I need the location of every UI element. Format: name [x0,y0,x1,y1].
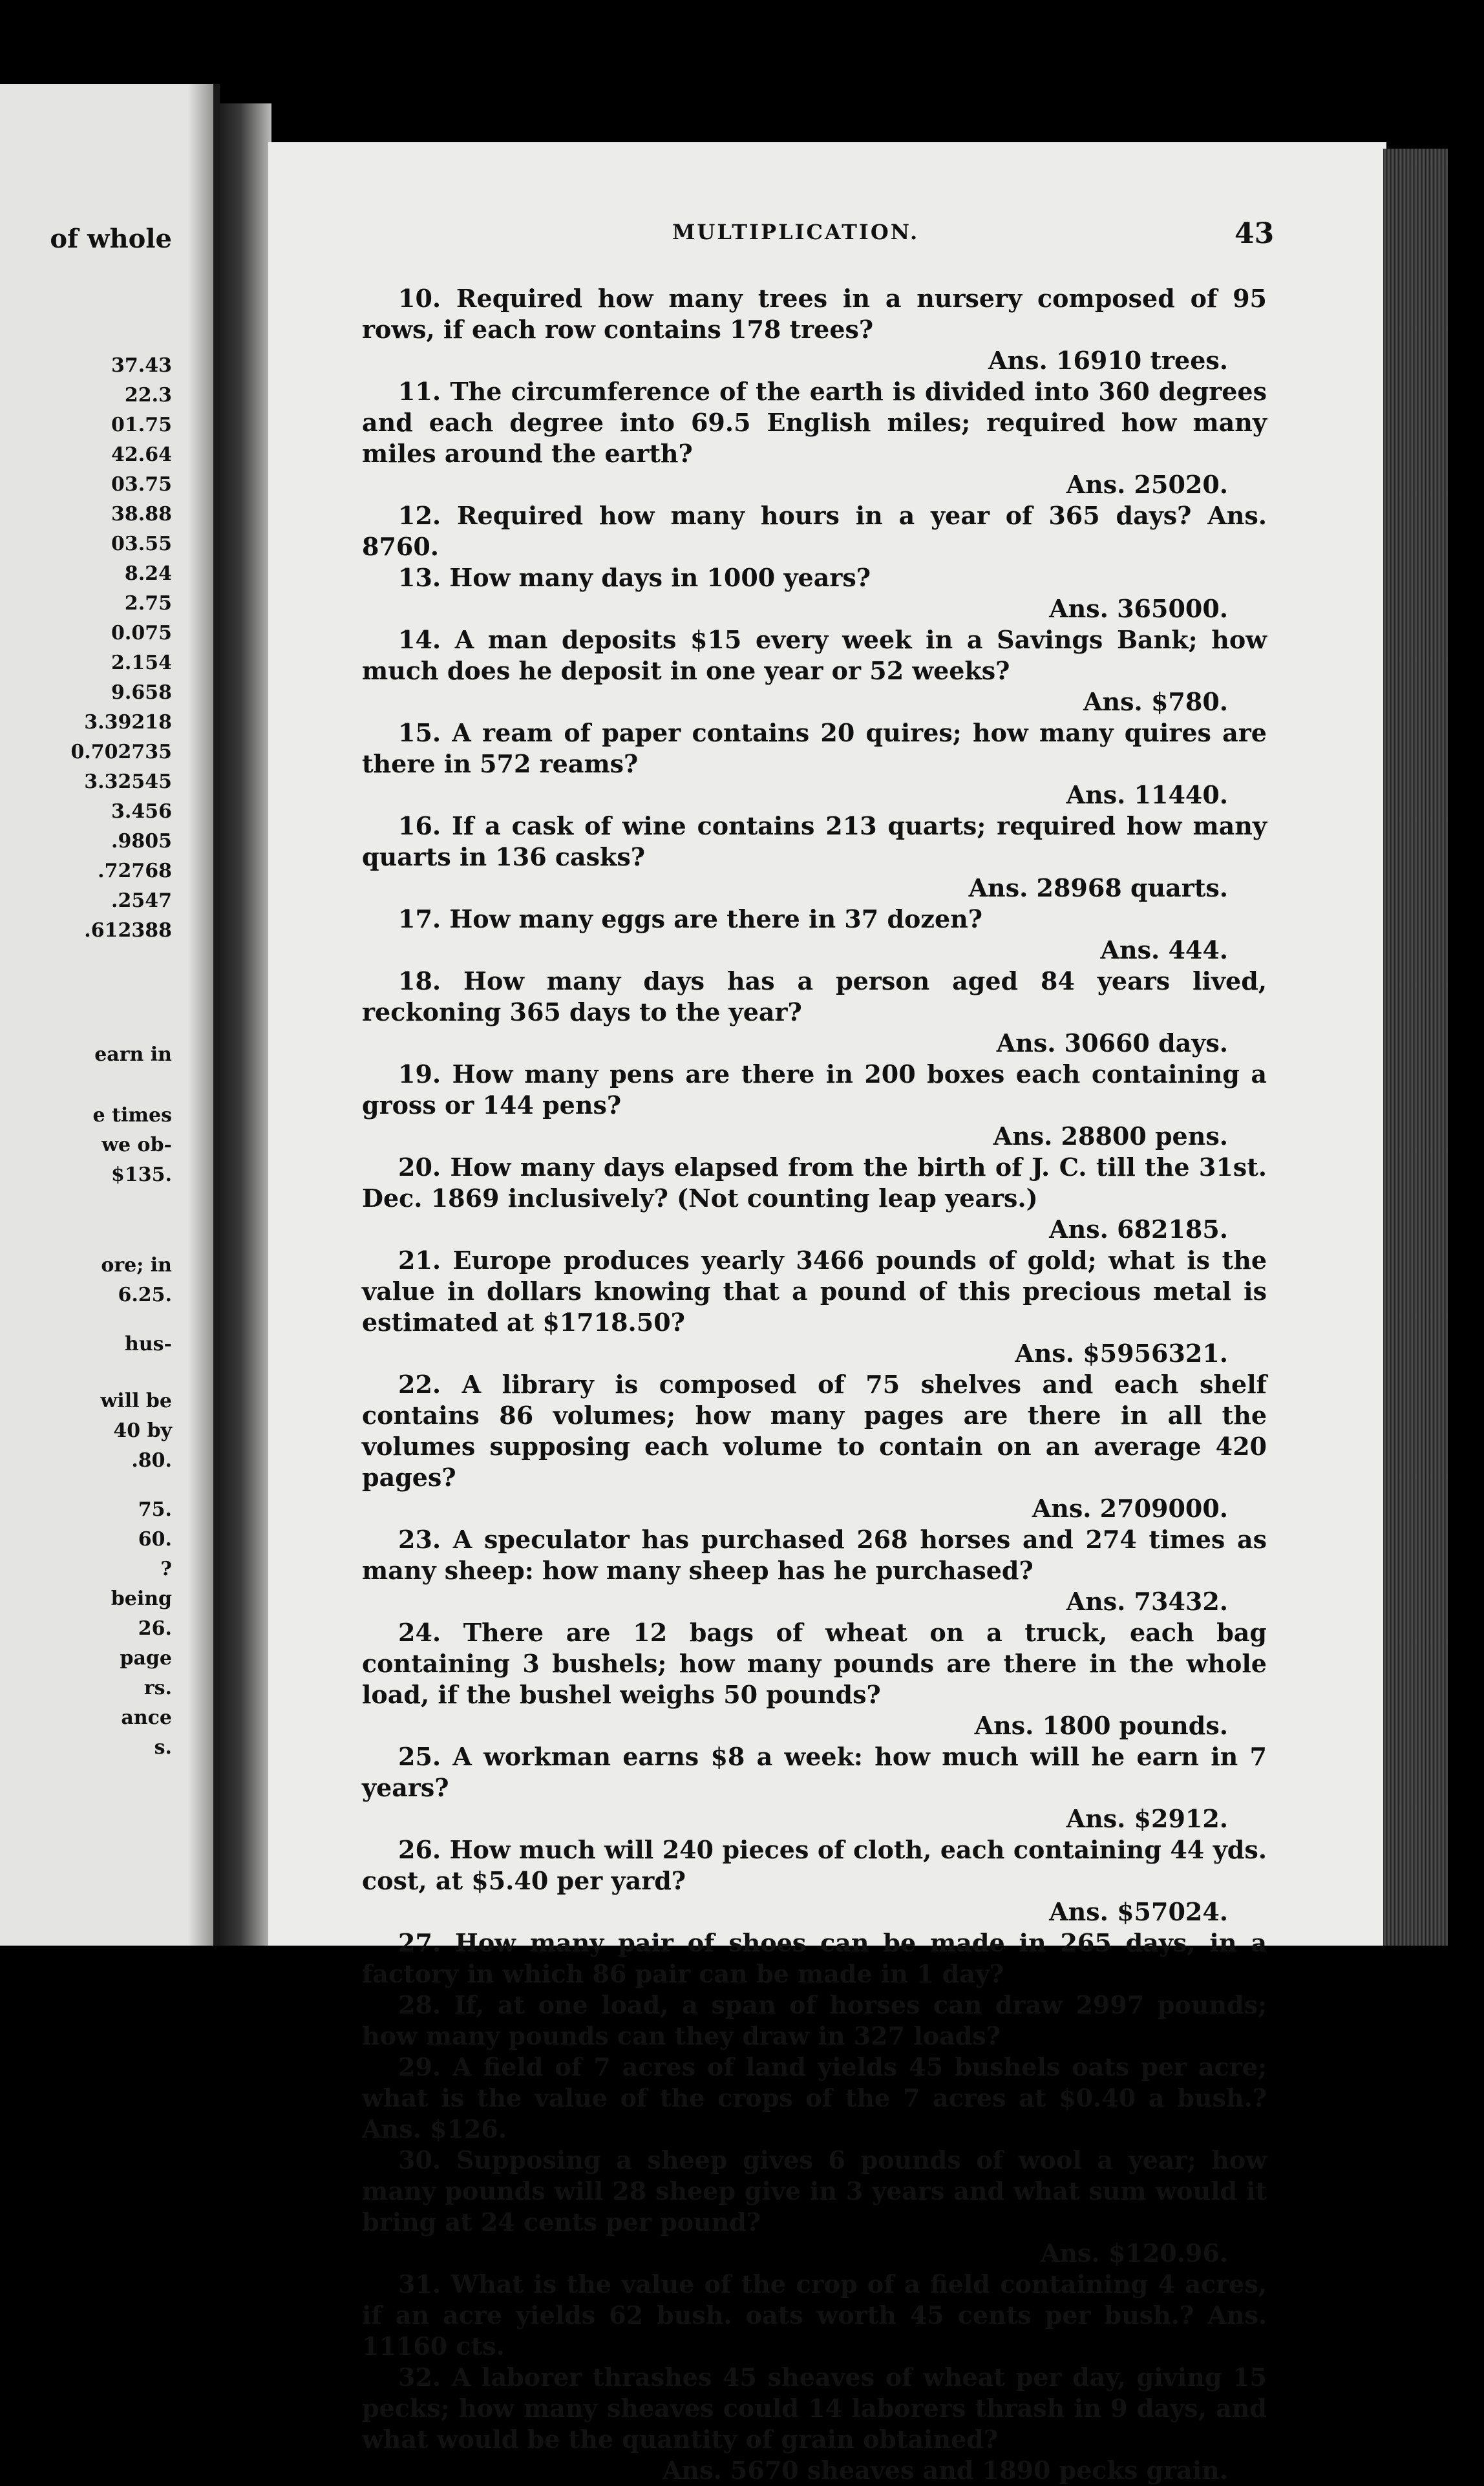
left-page-line: 75. [138,1498,172,1521]
left-page-line: 40 by [113,1419,172,1442]
left-page-line: 8.24 [124,562,172,585]
problem-text: 20. How many days elapsed from the birth of J. C. till the 31st. Dec. 1869 inclusively? (Not counting leap years.) [362,1153,1267,1213]
answer-text: Ans. 1800 pounds. [974,1711,1228,1740]
problem-text: 30. Supposing a sheep gives 6 pounds of wool a year; how many pounds will 28 sheep give in 3 years and what sum would it bring at 24 cents per pound? [362,2145,1267,2236]
page-number: 43 [1235,217,1275,250]
problem-text: 11. The circumference of the earth is divided into 360 degrees and each degree into 69.5 English miles; required how many miles around the earth? [362,377,1267,468]
problem-text: 17. How many eggs are there in 37 dozen? [398,904,983,933]
problem-item [362,1617,1267,1741]
left-page-line: .80. [131,1449,172,1472]
problem-item [362,2052,1267,2145]
problem-item [362,2269,1267,2362]
left-page-line: 0.075 [111,622,172,644]
problem-item [362,283,1267,376]
problem-text: 28. If, at one load, a span of horses can draw 2997 pounds; how many pounds can they draw in 327 loads? [362,1990,1267,2050]
left-page-line: page [120,1647,172,1670]
answer-text: Ans. 2709000. [1032,1494,1228,1523]
left-page-line: e times [92,1104,172,1127]
answer-text: Ans. $780. [1083,687,1228,716]
left-page-line: earn in [94,1043,172,1066]
left-page-line: 2.75 [124,592,172,615]
left-page-line: ? [160,1558,172,1580]
problem-item [362,904,1267,966]
left-page-line: being [111,1588,172,1610]
left-page-line: 0.702735 [70,741,172,763]
problem-item [362,1245,1267,1369]
answer-text: Ans. 16910 trees. [988,346,1228,375]
left-page-fragment [0,84,220,1946]
problem-item [362,500,1267,562]
left-page-line: will be [100,1390,172,1412]
book-gutter [220,103,271,1946]
problem-item [362,1369,1267,1524]
answer-text: Ans. $2912. [1066,1804,1228,1833]
problem-text: 25. A workman earns $8 a week: how much will he earn in 7 years? [362,1742,1267,1802]
answer-text: Ans. 73432. [1066,1587,1228,1616]
problem-text: 12. Required how many hours in a year of 365 days? Ans. 8760. [362,501,1267,561]
left-page-line: 3.456 [111,800,172,823]
left-page-line: 9.658 [111,681,172,704]
running-head: MULTIPLICATION. [672,220,920,244]
left-page-line: 3.39218 [84,711,172,734]
answer-text: Ans. 28968 quarts. [968,873,1228,902]
left-page-line: .9805 [111,830,172,853]
left-page-shadow [187,84,213,1946]
problem-text: 23. A speculator has purchased 268 horses and 274 times as many sheep: how many sheep has he purchased? [362,1525,1267,1585]
problem-text: 16. If a cask of wine contains 213 quarts; required how many quarts in 136 casks? [362,811,1267,871]
problem-text: 22. A library is composed of 75 shelves and each shelf contains 86 volumes; how many pages are there in all the volumes supposing each volume to contain on an average 420 pages? [362,1370,1267,1492]
left-page-line: 38.88 [111,503,172,526]
left-page-line: we ob- [101,1134,172,1156]
problem-text: 26. How much will 240 pieces of cloth, each containing 44 yds. cost, at $5.40 per yard? [362,1835,1267,1895]
left-page-line: 37.43 [111,354,172,377]
left-page-line: 42.64 [111,443,172,466]
problem-item [362,1524,1267,1617]
problem-text: 15. A ream of paper contains 20 quires; how many quires are there in 572 reams? [362,718,1267,778]
left-page-line: 01.75 [111,414,172,436]
left-page-line: 03.55 [111,533,172,555]
problem-list [362,283,1267,2486]
left-page-line: 6.25. [118,1284,172,1306]
answer-text: Ans. 365000. [1049,594,1228,623]
problem-item [362,2362,1267,2486]
problem-text: 18. How many days has a person aged 84 years lived, reckoning 365 days to the year? [362,966,1267,1026]
left-page-line: 26. [138,1617,172,1640]
left-page-line: .612388 [84,919,172,942]
left-page-line: ance [121,1706,172,1729]
problem-item [362,1990,1267,2052]
left-page-line: $135. [111,1163,172,1186]
problem-text: 21. Europe produces yearly 3466 pounds of gold; what is the value in dollars knowing that a pound of this precious metal is estimated at $1718.50? [362,1246,1267,1337]
answer-text: Ans. $120.96. [1040,2238,1228,2268]
answer-text: Ans. 682185. [1049,1215,1228,1244]
problem-item [362,717,1267,811]
problem-item [362,1059,1267,1152]
answer-text: Ans. 25020. [1066,470,1228,499]
problem-text: 31. What is the value of the crop of a field containing 4 acres, if an acre yields 62 bush. oats worth 45 cents per bush.? Ans. 11160 cts. [362,2269,1267,2361]
problem-item [362,1834,1267,1928]
left-page-line: hus- [125,1333,172,1355]
left-page-line: .2547 [111,889,172,912]
problem-item [362,1741,1267,1834]
problem-item [362,966,1267,1059]
left-page-line: s. [154,1736,172,1759]
left-page-line: ore; in [101,1254,172,1277]
problem-text: 24. There are 12 bags of wheat on a truck, each bag containing 3 bushels; how many pounds are there in the whole load, if the bushel weighs 50 pounds? [362,1618,1267,1709]
problem-text: 13. How many days in 1000 years? [398,563,871,592]
page-edge-stack [1383,149,1448,1946]
answer-text: Ans. 11440. [1066,780,1228,809]
problem-text: 14. A man deposits $15 every week in a Savings Bank; how much does he deposit in one year or 52 weeks? [362,625,1267,685]
answer-text: Ans. $5956321. [1015,1339,1228,1368]
problem-item [362,811,1267,904]
left-page-line: 3.32545 [84,770,172,793]
answer-text: Ans. $57024. [1049,1897,1228,1926]
problem-item [362,1928,1267,1990]
problem-item [362,376,1267,500]
problem-text: 19. How many pens are there in 200 boxes each containing a gross or 144 pens? [362,1059,1267,1120]
answer-text: Ans. 5670 sheaves and 1890 pecks grain. [662,2456,1228,2485]
problem-text: 32. A laborer thrashes 45 sheaves of wheat per day, giving 15 pecks; how many sheaves could 14 laborers thrash in 9 days, and what would be the quantity of grain obtained? [362,2363,1267,2454]
left-page-line: rs. [143,1677,172,1699]
left-page-line: 2.154 [111,652,172,674]
left-page-line: 03.75 [111,473,172,496]
left-page-line: 22.3 [124,384,172,407]
answer-text: Ans. 444. [1100,935,1228,964]
problem-text: 27. How many pair of shoes can be made in 265 days, in a factory in which 86 pair can be made in 1 day? [362,1928,1267,1988]
left-page-heading-fragment: of whole [50,224,172,254]
left-page-line: .72768 [98,860,172,882]
answer-text: Ans. 30660 days. [996,1028,1228,1057]
problem-item [362,2145,1267,2269]
problem-item [362,624,1267,717]
left-page-line: 60. [138,1528,172,1551]
answer-text: Ans. 28800 pens. [993,1121,1228,1151]
problem-item [362,1152,1267,1245]
problem-text: 29. A field of 7 acres of land yields 45 bushels oats per acre; what is the value of the crops of the 7 acres at $0.40 a bush.? Ans. $126. [362,2052,1267,2143]
problem-text: 10. Required how many trees in a nursery composed of 95 rows, if each row contains 178 trees? [362,284,1267,344]
problem-item [362,562,1267,624]
